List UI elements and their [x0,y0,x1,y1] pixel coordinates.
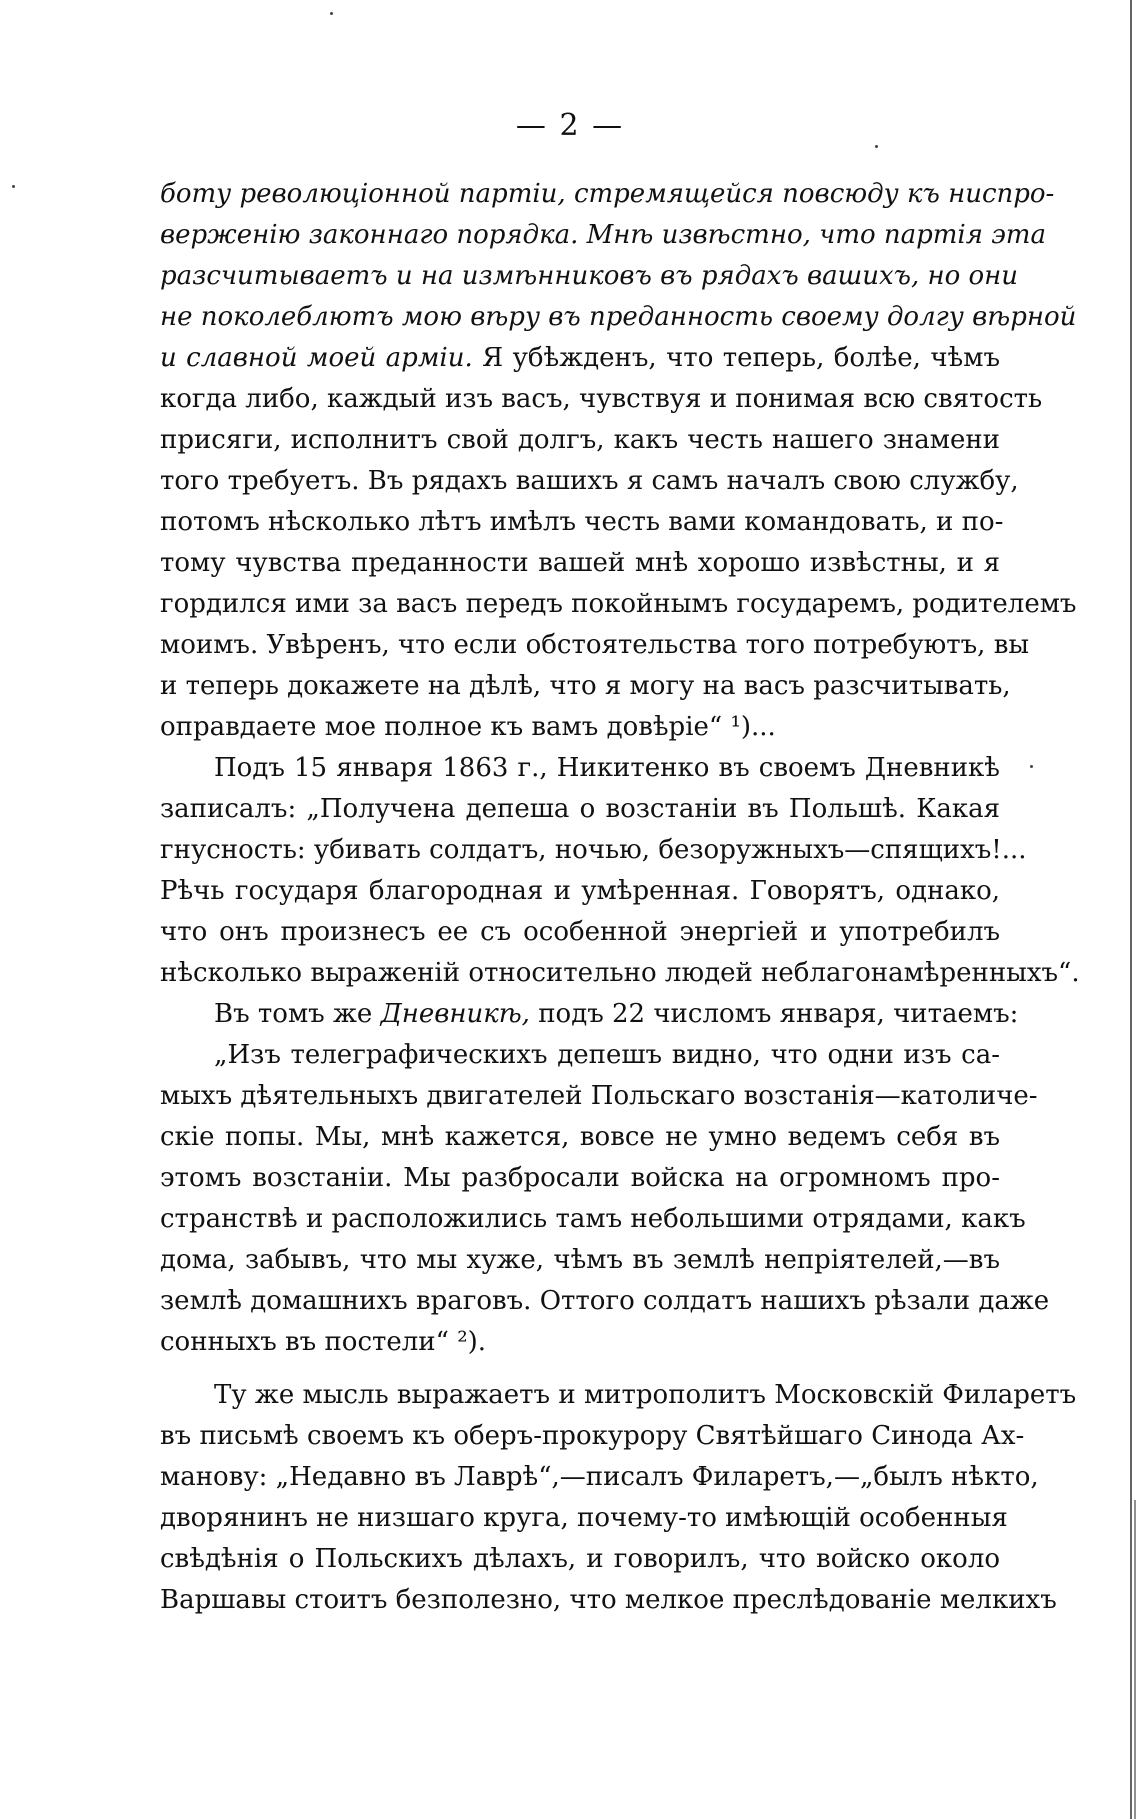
text-line-content: Ту же мысль выражаетъ и митрополитъ Московскій Филаретъ [214,1380,1077,1410]
body-text [160,174,1080,1621]
text-line-content: нѣсколько выраженій относительно людей неблагонамѣренныхъ“. [160,958,1080,988]
text-line-content: сонныхъ въ постели“ ²). [160,1327,487,1357]
text-line [160,994,1019,1035]
text-line [160,1117,1000,1158]
text-line-content: скіе попы. Мы, мнѣ кажется, вовсе не умно ведемъ себя въ [160,1122,1000,1152]
text-line-content: дворянинъ не низшаго круга, почему-то имѣющій особенныя [160,1503,1008,1533]
text-line [160,1076,1038,1117]
text-line-prefix: Въ томъ же [214,999,381,1029]
text-line [160,584,1077,625]
text-line-content: оправдаете мое полное къ вамъ довѣріе“ ¹)... [160,712,776,742]
italic-phrase: и славной моей арміи. [160,343,473,373]
text-line [160,707,1000,748]
text-line-content: этомъ возстаніи. Мы разбросали войска на огромномъ про- [160,1163,1000,1193]
text-line [160,1035,1000,1076]
scan-speck [330,12,333,15]
text-line [160,1158,1000,1199]
text-line [160,1199,1026,1240]
text-line-content: гнусность: убивать солдатъ, ночью, безоружныхъ—спящихъ!... [160,835,1027,865]
text-line [160,543,1000,584]
text-line [160,625,1030,666]
text-line [160,1457,1039,1498]
scan-speck [12,185,15,188]
text-line-content: боту революціонной партіи, стремящейся повсюду къ ниспро- [160,179,1055,209]
text-line-content: Я убѣжденъ, что теперь, болѣе, чѣмъ [472,343,1000,373]
text-line-content: присяги, исполнитъ свой долгъ, какъ честь нашего знамени [160,425,1000,455]
text-line [160,748,1000,789]
text-line [160,215,1046,256]
text-line-content: подъ 22 числомъ января, читаемъ: [529,999,1019,1029]
text-line-content: манову: „Недавно въ Лаврѣ“,—писалъ Филаретъ,—„былъ нѣкто, [160,1462,1039,1492]
scan-speck [875,145,878,148]
text-line-content: Рѣчь государя благородная и умѣренная. Говорятъ, однако, [160,876,1000,906]
text-line [160,912,1000,953]
text-line-content: дома, забывъ, что мы хуже, чѣмъ въ землѣ непріятелей,—въ [160,1245,1000,1275]
text-line [160,297,1077,338]
text-line-content: землѣ домашнихъ враговъ. Оттого солдатъ нашихъ рѣзали даже [160,1286,1050,1316]
paragraph-gap [160,1363,1000,1375]
text-line [160,1580,1057,1621]
text-line [160,830,1027,871]
text-line [160,1498,1008,1539]
text-line [160,953,1080,994]
text-line [160,420,1000,461]
text-line-content: Варшавы стоитъ безполезно, что мелкое преслѣдованіе мелкихъ [160,1585,1057,1615]
text-line-content: разсчитываетъ и на измѣнниковъ въ рядахъ вашихъ, но они [160,261,1019,291]
text-line-content: въ письмѣ своемъ къ оберъ-прокурору Святѣйшаго Синода Ах- [160,1421,1025,1451]
text-line [160,1539,1000,1580]
page-edge-lower [1134,1500,1136,1819]
italic-phrase: Дневникѣ, [380,999,530,1029]
text-line [160,1375,1077,1416]
text-line [160,379,1043,420]
text-line [160,666,1011,707]
text-line [160,1416,1025,1457]
text-line [160,1240,1000,1281]
text-line [160,256,1019,297]
text-line-content: свѣдѣнія о Польскихъ дѣлахъ, и говорилъ, что войско около [160,1544,1000,1574]
page-edge [1130,0,1132,1819]
text-line [160,1322,1000,1363]
text-line-content: „Изъ телеграфическихъ депешъ видно, что одни изъ са- [214,1040,1000,1070]
text-line-content: гордился ими за васъ передъ покойнымъ государемъ, родителемъ [160,589,1077,619]
text-line [160,871,1000,912]
text-line-content: потомъ нѣсколько лѣтъ имѣлъ честь вами командовать, и по- [160,507,1004,537]
scan-speck [1030,765,1033,768]
text-line-content: странствѣ и расположились тамъ небольшими отрядами, какъ [160,1204,1026,1234]
text-line-content: моимъ. Увѣренъ, что если обстоятельства того потребуютъ, вы [160,630,1030,660]
text-line-content: что онъ произнесъ ее съ особенной энергіей и употребилъ [160,917,1000,947]
text-line-content: тому чувства преданности вашей мнѣ хорошо извѣстны, и я [160,548,1000,578]
text-line [160,502,1004,543]
text-line [160,338,1000,379]
text-line [160,461,1019,502]
text-line-content: того требуетъ. Въ рядахъ вашихъ я самъ началъ свою службу, [160,466,1019,496]
text-line-content: и теперь докажете на дѣлѣ, что я могу на васъ разсчитывать, [160,671,1011,701]
page-number: — 2 — [515,108,625,143]
text-line-content: записалъ: „Получена депеша о возстаніи въ Польшѣ. Какая [160,794,1000,824]
text-line [160,789,1000,830]
text-line [160,174,1055,215]
text-line-content: мыхъ дѣятельныхъ двигателей Польскаго возстанія—католиче- [160,1081,1038,1111]
text-line-content: верженію законнаго порядка. Мнѣ извѣстно, что партія эта [160,220,1046,250]
text-line-content: когда либо, каждый изъ васъ, чувствуя и понимая всю святость [160,384,1043,414]
text-line [160,1281,1050,1322]
text-line-content: Подъ 15 января 1863 г., Никитенко въ своемъ Дневникѣ [214,753,1000,783]
text-line-content: не поколеблютъ мою вѣру въ преданность своему долгу вѣрной [160,302,1077,332]
